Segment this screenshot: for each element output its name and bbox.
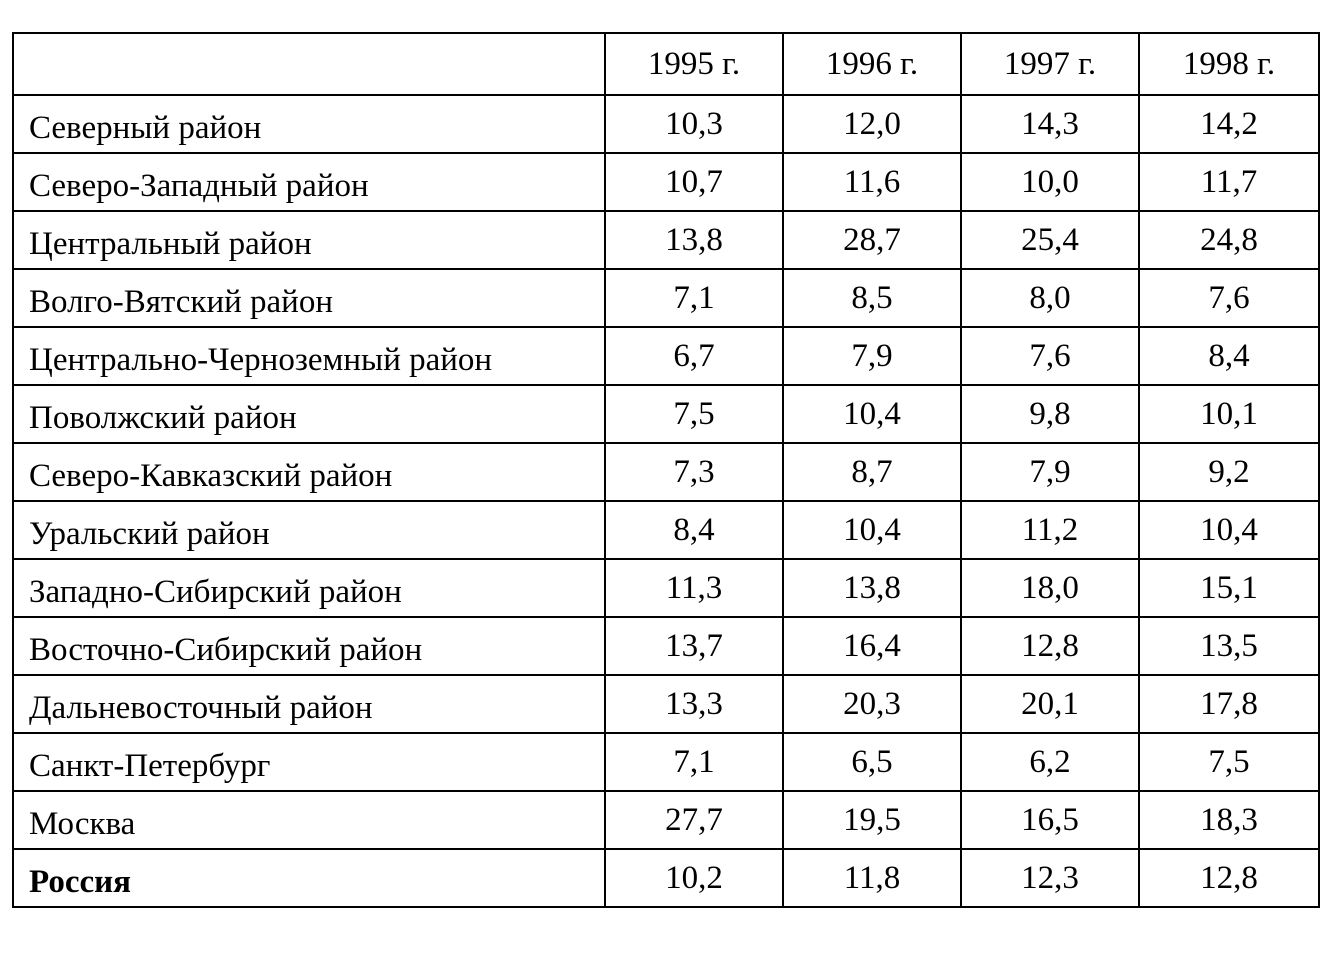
header-row	[13, 33, 1319, 95]
value-1996: 16,4	[783, 617, 961, 675]
value-1998: 17,8	[1139, 675, 1319, 733]
region-name: Центрально-Черноземный район	[13, 327, 605, 385]
value-1995: 13,7	[605, 617, 783, 675]
value-1996: 6,5	[783, 733, 961, 791]
region-name: Москва	[13, 791, 605, 849]
value-1997: 12,8	[961, 617, 1139, 675]
region-name: Северо-Кавказский район	[13, 443, 605, 501]
value-1997: 6,2	[961, 733, 1139, 791]
value-1996: 7,9	[783, 327, 961, 385]
column-header-1996: 1996 г.	[783, 33, 961, 95]
column-header-1998: 1998 г.	[1139, 33, 1319, 95]
value-1995: 7,1	[605, 733, 783, 791]
value-1996: 19,5	[783, 791, 961, 849]
data-table	[12, 32, 1320, 908]
value-1995: 13,3	[605, 675, 783, 733]
value-1997: 16,5	[961, 791, 1139, 849]
table-row	[13, 675, 1319, 733]
value-1995: 7,1	[605, 269, 783, 327]
value-1997: 9,8	[961, 385, 1139, 443]
value-1995: 10,2	[605, 849, 783, 907]
corner-cell	[13, 33, 605, 95]
value-1998: 10,4	[1139, 501, 1319, 559]
region-name: Уральский район	[13, 501, 605, 559]
value-1997: 18,0	[961, 559, 1139, 617]
value-1995: 7,5	[605, 385, 783, 443]
value-1995: 10,7	[605, 153, 783, 211]
value-1996: 28,7	[783, 211, 961, 269]
column-header-1997: 1997 г.	[961, 33, 1139, 95]
column-header-1995: 1995 г.	[605, 33, 783, 95]
value-1997: 11,2	[961, 501, 1139, 559]
value-1996: 20,3	[783, 675, 961, 733]
value-1995: 10,3	[605, 95, 783, 153]
value-1996: 10,4	[783, 385, 961, 443]
value-1998: 11,7	[1139, 153, 1319, 211]
value-1998: 7,6	[1139, 269, 1319, 327]
value-1997: 20,1	[961, 675, 1139, 733]
value-1996: 13,8	[783, 559, 961, 617]
table-row	[13, 385, 1319, 443]
table-row	[13, 211, 1319, 269]
table-row	[13, 269, 1319, 327]
value-1997: 10,0	[961, 153, 1139, 211]
region-name: Центральный район	[13, 211, 605, 269]
value-1997: 25,4	[961, 211, 1139, 269]
value-1998: 15,1	[1139, 559, 1319, 617]
region-name: Поволжский район	[13, 385, 605, 443]
value-1998: 14,2	[1139, 95, 1319, 153]
region-name: Волго-Вятский район	[13, 269, 605, 327]
value-1995: 6,7	[605, 327, 783, 385]
region-name: Дальневосточный район	[13, 675, 605, 733]
value-1998: 10,1	[1139, 385, 1319, 443]
value-1998: 9,2	[1139, 443, 1319, 501]
value-1998: 13,5	[1139, 617, 1319, 675]
region-name: Восточно-Сибирский район	[13, 617, 605, 675]
value-1995: 11,3	[605, 559, 783, 617]
table-row	[13, 559, 1319, 617]
value-1996: 10,4	[783, 501, 961, 559]
table-row	[13, 791, 1319, 849]
table-row	[13, 443, 1319, 501]
value-1998: 8,4	[1139, 327, 1319, 385]
value-1997: 7,9	[961, 443, 1139, 501]
region-name: Северный район	[13, 95, 605, 153]
value-1997: 8,0	[961, 269, 1139, 327]
table-row	[13, 95, 1319, 153]
value-1998: 7,5	[1139, 733, 1319, 791]
region-name: Западно-Сибирский район	[13, 559, 605, 617]
value-1997: 7,6	[961, 327, 1139, 385]
region-name: Северо-Западный район	[13, 153, 605, 211]
total-row	[13, 849, 1319, 907]
value-1996: 8,5	[783, 269, 961, 327]
value-1998: 24,8	[1139, 211, 1319, 269]
table-row	[13, 153, 1319, 211]
value-1998: 18,3	[1139, 791, 1319, 849]
value-1995: 27,7	[605, 791, 783, 849]
value-1997: 14,3	[961, 95, 1139, 153]
table-body	[13, 95, 1319, 907]
value-1995: 8,4	[605, 501, 783, 559]
table-row	[13, 733, 1319, 791]
value-1996: 11,8	[783, 849, 961, 907]
total-label: Россия	[13, 849, 605, 907]
value-1996: 12,0	[783, 95, 961, 153]
value-1996: 8,7	[783, 443, 961, 501]
value-1996: 11,6	[783, 153, 961, 211]
value-1997: 12,3	[961, 849, 1139, 907]
table-row	[13, 327, 1319, 385]
value-1998: 12,8	[1139, 849, 1319, 907]
value-1995: 7,3	[605, 443, 783, 501]
region-name: Санкт-Петербург	[13, 733, 605, 791]
table-row	[13, 617, 1319, 675]
table-row	[13, 501, 1319, 559]
value-1995: 13,8	[605, 211, 783, 269]
